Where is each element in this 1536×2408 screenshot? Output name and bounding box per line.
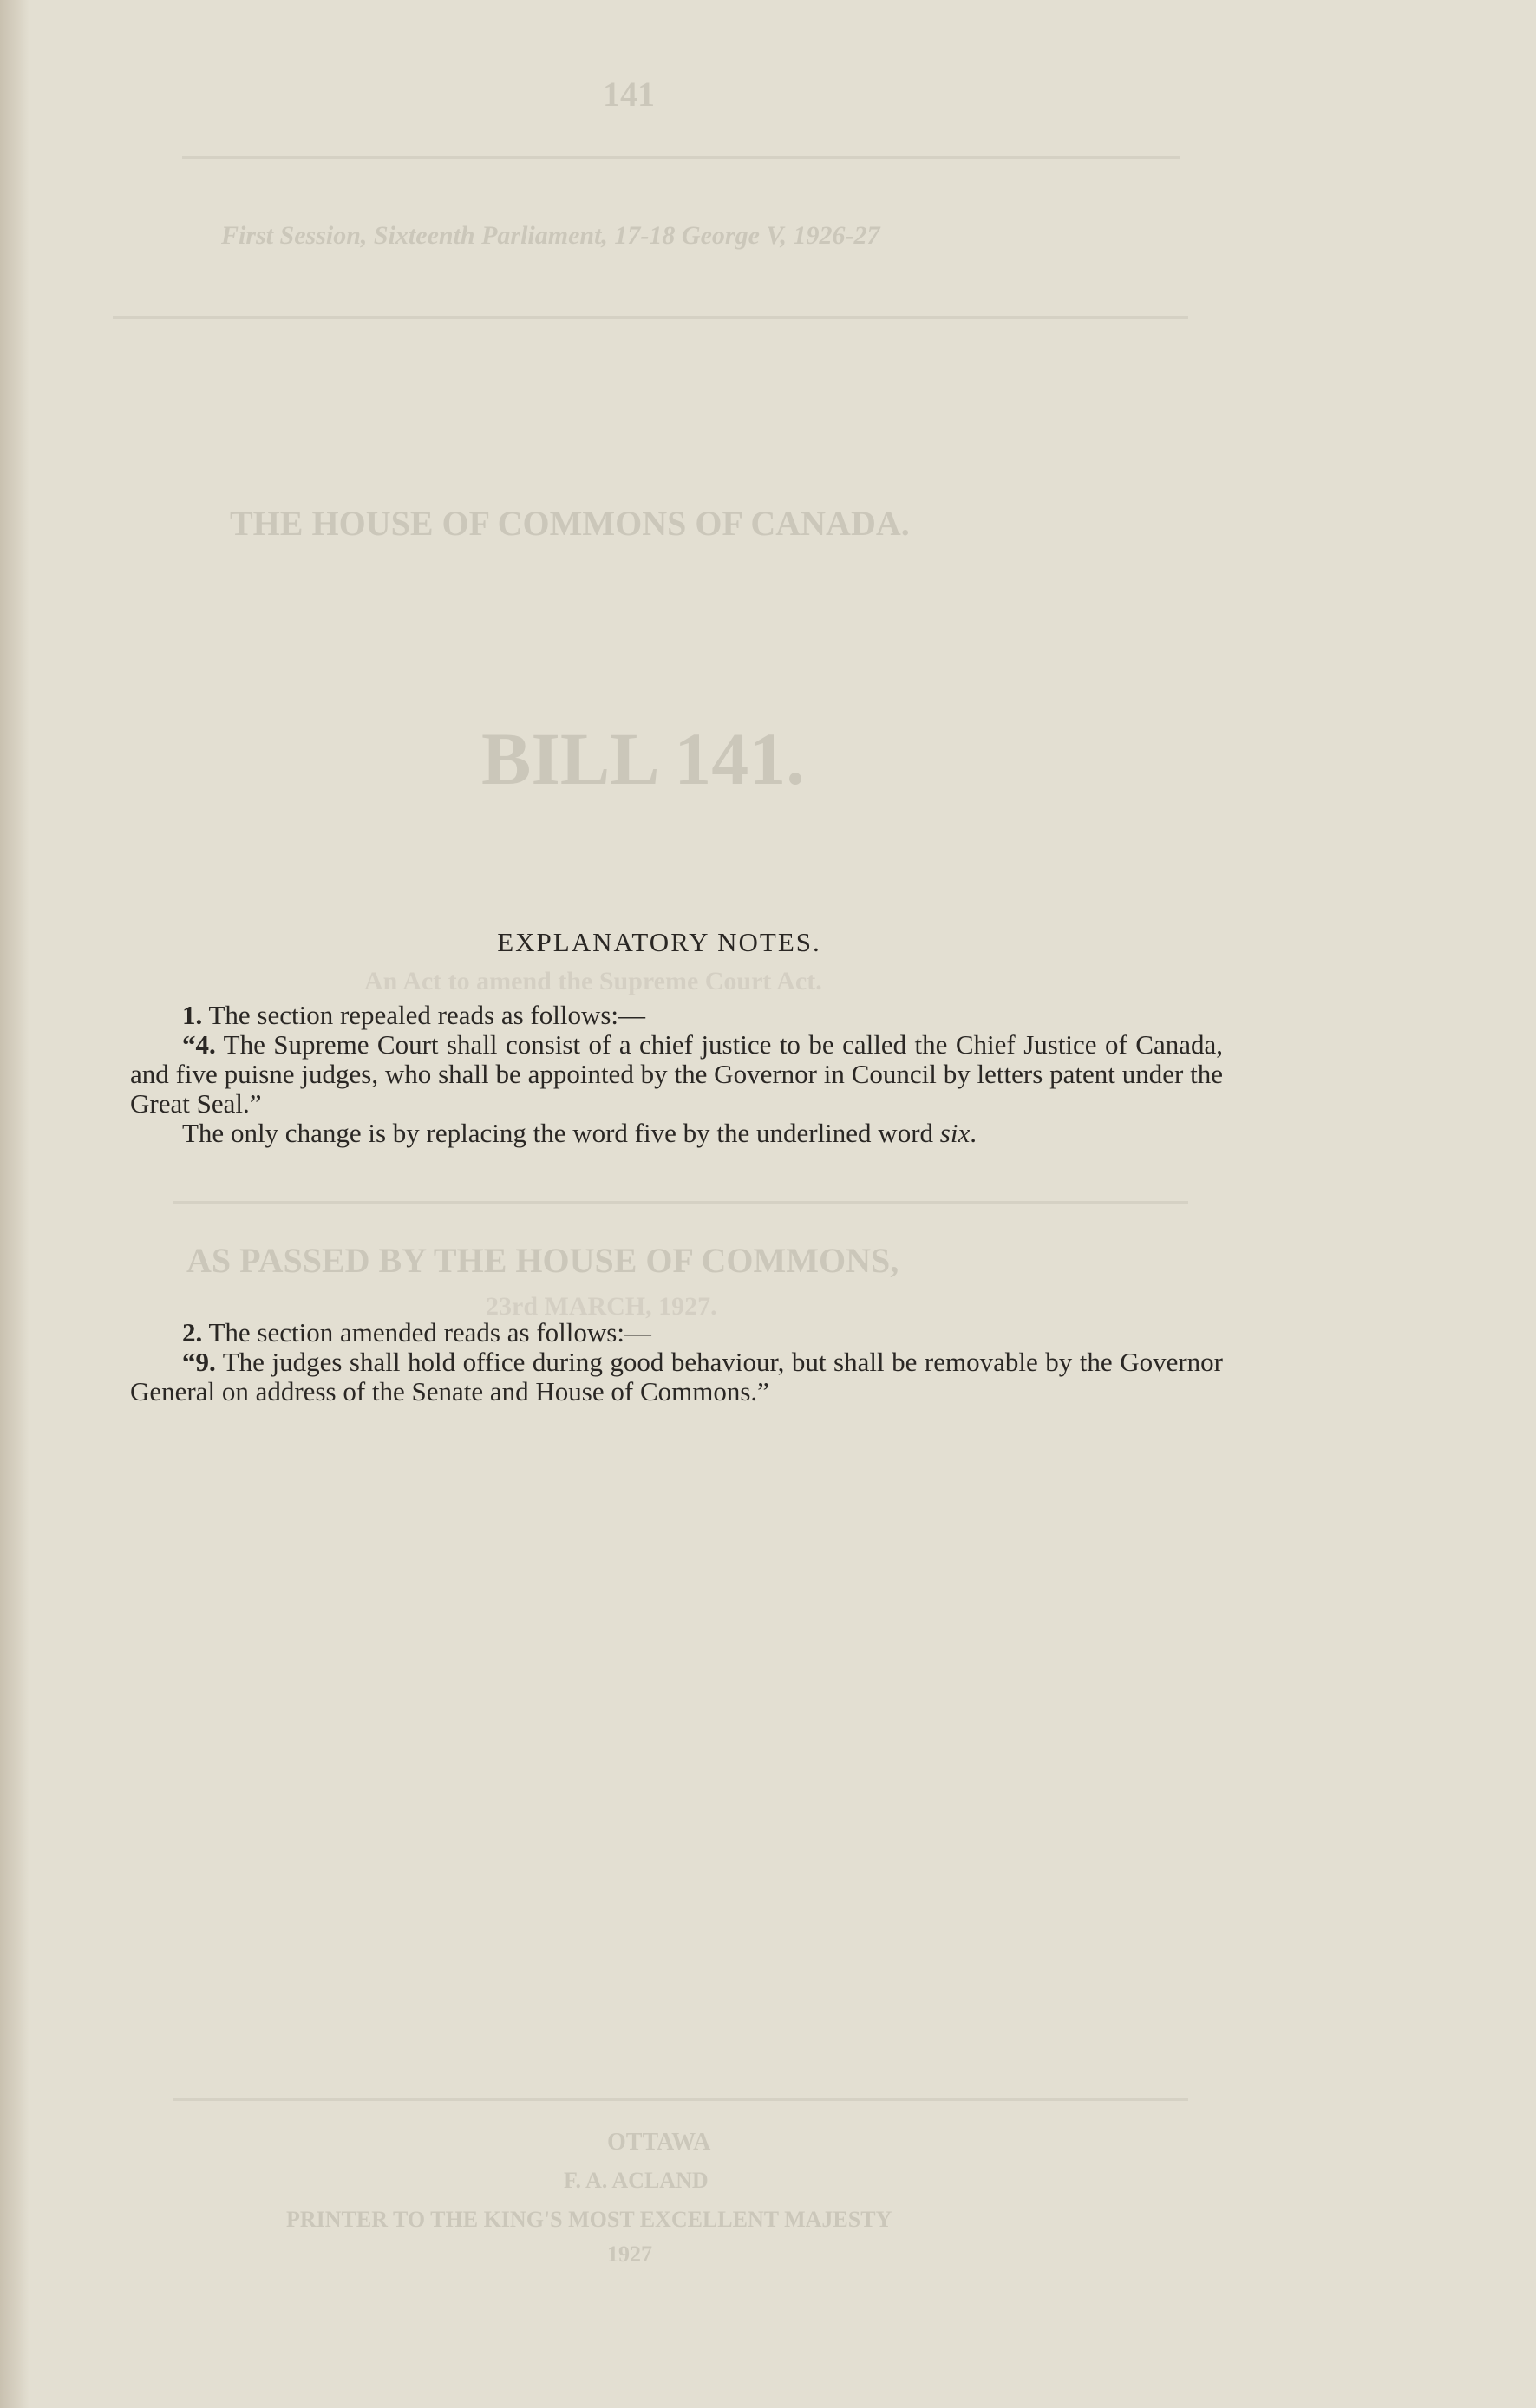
ghost-date-line: 23rd MARCH, 1927. <box>486 1292 717 1321</box>
note-2-quote-text: The judges shall hold office during good behaviour, but shall be removable by the Governor General on address of the Senate and House of Commons.” <box>130 1347 1223 1406</box>
note-1-quote <box>130 1030 1223 1119</box>
notes-heading: EXPLANATORY NOTES. <box>497 927 821 957</box>
note-1-quote-number: “4. <box>182 1029 216 1060</box>
ghost-bill-title: BILL 141. <box>481 717 805 800</box>
explanatory-notes <box>130 928 1223 1148</box>
note-1-quote-text: The Supreme Court shall consist of a chief justice to be called the Chief Justice of Canada, and five puisne judges, who shall be appointed by the Governor in Council by letters patent under the Great Seal.” <box>130 1029 1223 1119</box>
ghost-printer-name: F. A. ACLAND <box>564 2168 709 2193</box>
note-1-number: 1. <box>182 1000 203 1030</box>
note-2-quote <box>130 1348 1223 1406</box>
ghost-printer-title: PRINTER TO THE KING'S MOST EXCELLENT MAJESTY <box>286 2207 892 2232</box>
ghost-year: 1927 <box>607 2242 652 2267</box>
note-2-intro-text: The section amended reads as follows:— <box>202 1317 651 1348</box>
note-2-number: 2. <box>182 1317 203 1348</box>
note-1-change-end: . <box>970 1118 977 1148</box>
note-2-intro <box>130 1318 1223 1348</box>
ghost-rule-second <box>113 316 1188 319</box>
ghost-rule-middle <box>173 1201 1188 1204</box>
note-1-change-text: The only change is by replacing the word five by the underlined word <box>182 1118 940 1148</box>
note-1-change-word: six <box>939 1118 971 1148</box>
ghost-act-title: An Act to amend the Supreme Court Act. <box>364 967 822 995</box>
ghost-rule-bottom <box>173 2098 1188 2101</box>
ghost-house-title: THE HOUSE OF COMMONS OF CANADA. <box>230 504 910 543</box>
note-2-quote-number: “9. <box>182 1347 216 1377</box>
ghost-city: OTTAWA <box>607 2129 711 2156</box>
ghost-rule-top <box>182 156 1180 159</box>
ghost-passed-line: AS PASSED BY THE HOUSE OF COMMONS, <box>186 1241 899 1280</box>
note-1-change <box>130 1119 1223 1148</box>
ghost-session-line: First Session, Sixteenth Parliament, 17-18 George V, 1926-27 <box>221 221 880 250</box>
ghost-bill-number: 141 <box>603 75 655 114</box>
note-2 <box>130 1318 1223 1406</box>
note-1-intro-text: The section repealed reads as follows:— <box>202 1000 646 1030</box>
page-spine-shadow <box>0 0 29 2408</box>
note-1-intro <box>130 1001 1223 1030</box>
